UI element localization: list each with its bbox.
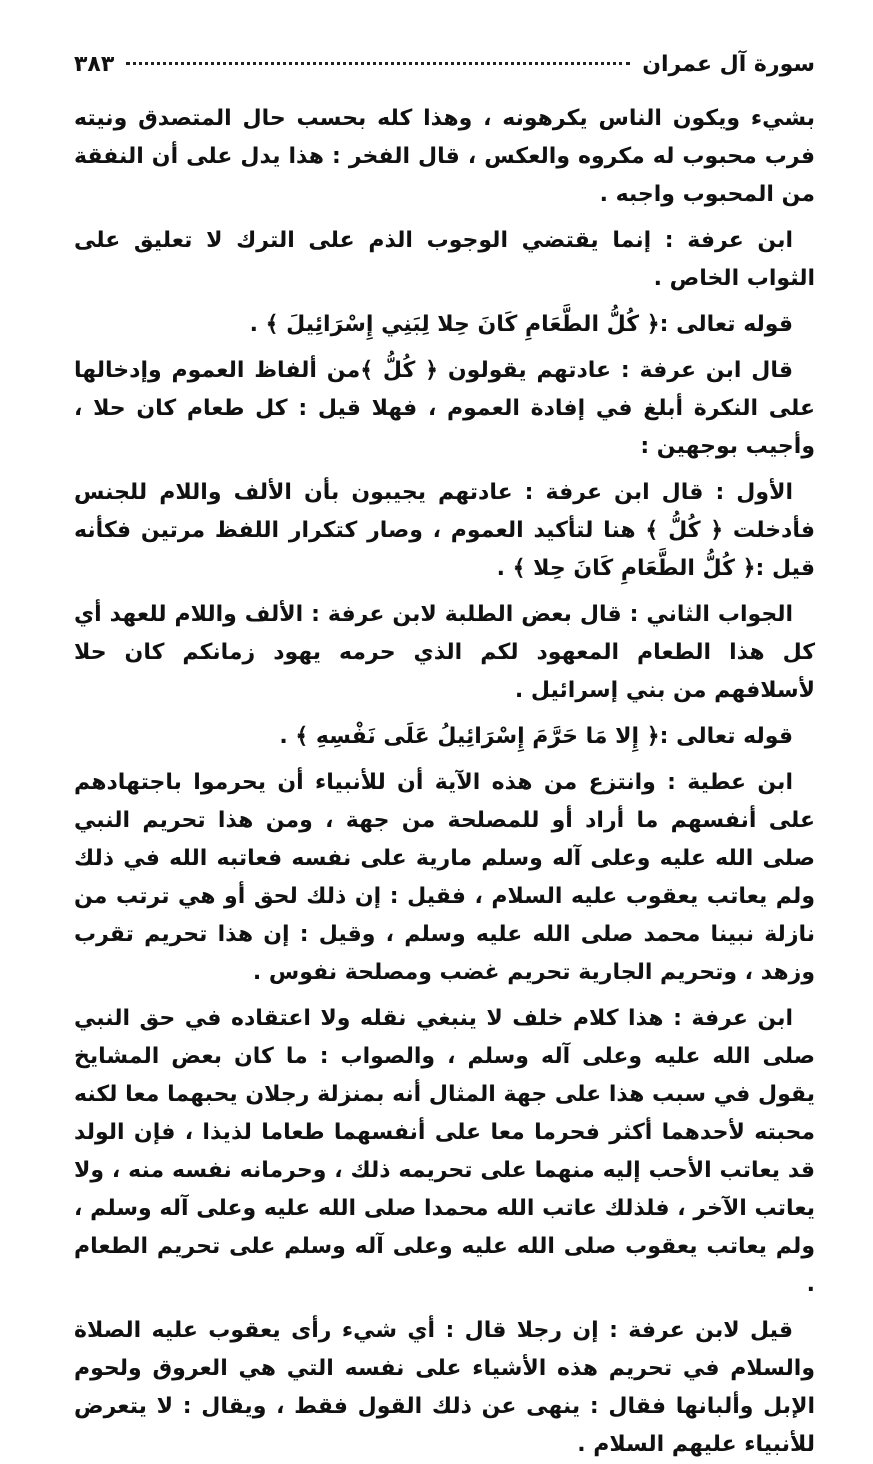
paragraph: قال ابن عرفة : عادتهم يقولون ﴿ كُلُّ ﴾من ألفاظ العموم وإدخالها على النكرة أبلغ في إفادة العموم ، فهلا قيل : كل طعام كان حلا ، وأجيب بوجهين : (74, 358, 815, 459)
paragraph: ابن عرفة : هذا كلام خلف لا ينبغي نقله ولا اعتقاده في حق النبي صلى الله عليه وعلى آله وسلم ، والصواب : ما كان بعض المشايخ يقول في سبب هذا على جهة المثال أنه بمنزلة رجلان يحبهما معا لكنه محبته لأحدهما أكثر فحرما معا على أنفسهما طعاما لذيذا ، فإن الولد قد يعاتب الأحب إليه منهما على تحريمه ذلك ، وحرمانه نفسه منه ، ولا يعاتب الآخر ، فلذلك عاتب الله محمدا صلى الله عليه وعلى آله وسلم ، ولم يعاتب يعقوب صلى الله عليه وعلى آله وسلم على تحريم الطعام . (74, 1006, 815, 1297)
verse-heading: قوله تعالى :﴿ كُلُّ الطَّعَامِ كَانَ حِلا لِبَنِي إِسْرَائِيلَ ﴾ . (249, 312, 793, 337)
paragraph: بشيء ويكون الناس يكرهونه ، وهذا كله بحسب حال المتصدق ونيته فرب محبوب له مكروه والعكس ، قال الفخر : هذا يدل على أن النفقة من المحبوب واجبه . (74, 106, 815, 207)
chapter-title: سورة آل عمران (642, 52, 815, 77)
paragraph: قيل لابن عرفة : إن رجلا قال : أي شيء رأى يعقوب عليه الصلاة والسلام في تحريم هذه الأشياء على نفسه التي هي العروق ولحوم الإبل وألبانها فقال : ينهى عن ذلك القول فقط ، ويقال : لا يتعرض للأنبياء عليهم السلام . (74, 1318, 815, 1457)
paragraph: ابن عرفة : إنما يقتضي الوجوب الذم على الترك لا تعليق على الثواب الخاص . (74, 228, 815, 291)
page-header (74, 52, 815, 88)
paragraph: الأول : قال ابن عرفة : عادتهم يجيبون بأن الألف واللام للجنس فأدخلت ﴿ كُلُّ ﴾ هنا لتأكيد العموم ، وصار كتكرار اللفظ مرتين فكأنه قيل :﴿ كُلُّ الطَّعَامِ كَانَ حِلا ﴾ . (74, 480, 815, 581)
paragraph: الجواب الثاني : قال بعض الطلبة لابن عرفة : الألف واللام للعهد أي كل هذا الطعام المعهود لكم الذي حرمه يهود زمانكم كان حلا لأسلافهم من بني إسرائيل . (74, 602, 815, 703)
dotted-leader (126, 62, 630, 65)
paragraph: ابن عطية : وانتزع من هذه الآية أن للأنبياء أن يحرموا باجتهادهم على أنفسهم ما أراد أو للمصلحة من جهة ، ومن هذا تحريم النبي صلى الله عليه وعلى آله وسلم مارية على نفسه فعاتبه الله في ذلك ولم يعاتب يعقوب عليه السلام ، فقيل : إن ذلك لحق أو هي ترتب من نازلة نبينا محمد صلى الله عليه وسلم ، وقيل : إن هذا تحريم تقرب وزهد ، وتحريم الجارية تحريم غضب ومصلحة نفوس . (74, 770, 815, 985)
verse-heading: قوله تعالى :﴿ إِلا مَا حَرَّمَ إِسْرَائِيلُ عَلَى نَفْسِهِ ﴾ . (279, 724, 793, 749)
page-number: ٣٨٣ (74, 52, 115, 77)
page-body (74, 100, 815, 1464)
